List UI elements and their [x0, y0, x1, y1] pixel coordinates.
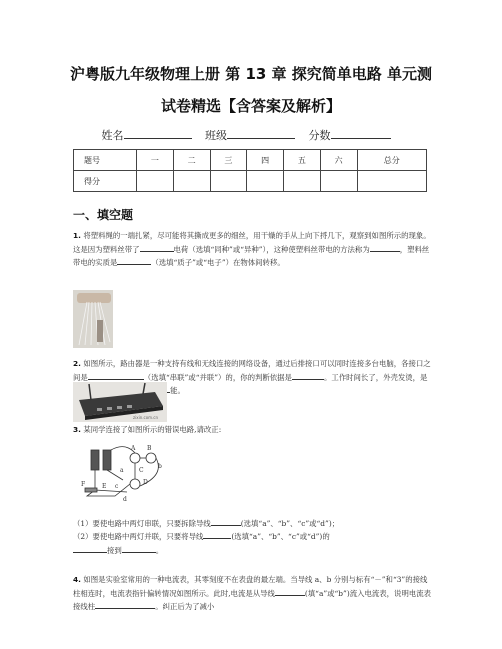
- question-number: 1.: [73, 231, 81, 240]
- question-text: 。工作时间长了，外壳发烫，是: [323, 372, 428, 382]
- question-3: [73, 424, 431, 437]
- question-text: （1）要使电路中两灯串联，只要拆除导线: [73, 519, 211, 528]
- score-table: [73, 149, 427, 192]
- class-blank[interactable]: [227, 127, 295, 139]
- question-number: 2.: [73, 359, 81, 368]
- score-table-header-row: [74, 150, 427, 171]
- score-table-row: [74, 171, 427, 192]
- router-photo: [73, 382, 167, 422]
- score-label: 分数: [308, 129, 331, 142]
- question-text: 电荷（选填“同种”或“异种”），这种使塑料丝带电的方法称为: [173, 244, 370, 254]
- answer-blank[interactable]: [370, 243, 400, 252]
- table-header-cell: 五: [284, 150, 321, 171]
- answer-blank[interactable]: [292, 371, 324, 380]
- name-label: 姓名: [101, 129, 124, 142]
- score-blank[interactable]: [331, 127, 391, 139]
- circuit-label: C: [139, 467, 144, 474]
- question-text: 。: [155, 545, 164, 555]
- score-cell[interactable]: [284, 171, 321, 192]
- score-cell[interactable]: [357, 171, 427, 192]
- score-cell[interactable]: [137, 171, 174, 192]
- score-cell[interactable]: [247, 171, 284, 192]
- table-header-cell: 总分: [357, 150, 427, 171]
- charged-plastic-strings-photo: [73, 290, 113, 348]
- answer-blank[interactable]: [203, 530, 231, 539]
- circuit-label: D: [143, 479, 148, 486]
- circuit-label: a: [120, 467, 124, 474]
- question-3-sub1: [73, 517, 431, 531]
- answer-blank[interactable]: [117, 256, 151, 265]
- question-text: 接到: [107, 545, 122, 555]
- circuit-label: b: [158, 463, 162, 470]
- question-3-sub2: [73, 530, 431, 557]
- circuit-diagram: [75, 440, 175, 502]
- question-text: (填“a”或“b”)流入电流表，说明电流表接线柱: [73, 588, 432, 612]
- question-text: （选填“质子”或“电子”）在物体间转移。: [151, 258, 285, 268]
- circuit-label: d: [123, 496, 127, 502]
- question-number: 4.: [73, 575, 81, 584]
- question-text: （选填“串联”或“并联”）的，你的判断依据是: [143, 372, 292, 382]
- score-cell[interactable]: [173, 171, 210, 192]
- table-header-cell: 六: [320, 150, 357, 171]
- question-text: (选填“a”、“b”、“c”或“d”)的: [231, 532, 330, 541]
- doc-title-line2: 试卷精选【含答案及解析】: [160, 97, 341, 115]
- answer-blank[interactable]: [140, 243, 174, 252]
- question-text: 将塑料绳的一端扎紧，尽可能将其撕成更多的细丝，用干燥的手从上向下捋几下，观察到如图所示的现象。这是因为塑料丝带了: [73, 231, 431, 254]
- question-text: 能。: [170, 386, 185, 396]
- score-cell[interactable]: [210, 171, 247, 192]
- question-text: 某同学连接了如图所示的错误电路,请改正:: [83, 425, 222, 434]
- circuit-label: F: [81, 481, 86, 488]
- circuit-label: E: [102, 483, 107, 490]
- answer-blank[interactable]: [73, 544, 107, 553]
- score-cell[interactable]: [320, 171, 357, 192]
- table-header-cell: 二: [173, 150, 210, 171]
- answer-blank[interactable]: [95, 600, 155, 609]
- name-blank[interactable]: [124, 127, 192, 139]
- section-title: 一、填空题: [73, 208, 134, 222]
- watermark-text: zixin.com.cn: [133, 415, 159, 420]
- question-text: 如图是实验室常用的一种电流表，其零刻度不在表盘的最左端。当导线 a、b 分别与标有“－”和“3”的接线柱相连时，电流表指针偏转情况如图所示。此时,电流是从导线: [73, 575, 428, 598]
- doc-title-line1: 沪粤版九年级物理上册 第 13 章 探究简单电路 单元测: [70, 65, 432, 83]
- question-text: 如图所示，路由器是一种支持有线和无线连接的网络设备，通过后排接口可以同时连接多台电脑，各接口之间是: [73, 359, 431, 382]
- answer-blank[interactable]: [211, 517, 241, 526]
- answer-blank[interactable]: [122, 544, 156, 553]
- circuit-label: c: [115, 483, 119, 490]
- answer-blank[interactable]: [88, 371, 144, 380]
- question-text: ，塑料丝带电的实质是: [73, 244, 430, 268]
- circuit-label: A: [131, 445, 136, 452]
- table-header-cell: 四: [247, 150, 284, 171]
- question-text: (选填“a”、“b”、“c”或“d”)；: [240, 519, 340, 528]
- question-text: 。纠正后为了减小: [155, 602, 215, 612]
- question-1: [73, 230, 431, 270]
- question-4: [73, 574, 431, 614]
- student-info-row: [0, 127, 502, 143]
- question-text: （2）要使电路中两灯并联，只要将导线: [73, 532, 204, 541]
- table-header-cell: 一: [137, 150, 174, 171]
- table-row-label: 得分: [74, 171, 137, 192]
- question-number: 3.: [73, 425, 81, 434]
- table-header-cell: 题号: [74, 150, 137, 171]
- answer-blank[interactable]: [275, 587, 305, 596]
- table-header-cell: 三: [210, 150, 247, 171]
- circuit-label: B: [147, 445, 152, 452]
- class-label: 班级: [205, 129, 227, 142]
